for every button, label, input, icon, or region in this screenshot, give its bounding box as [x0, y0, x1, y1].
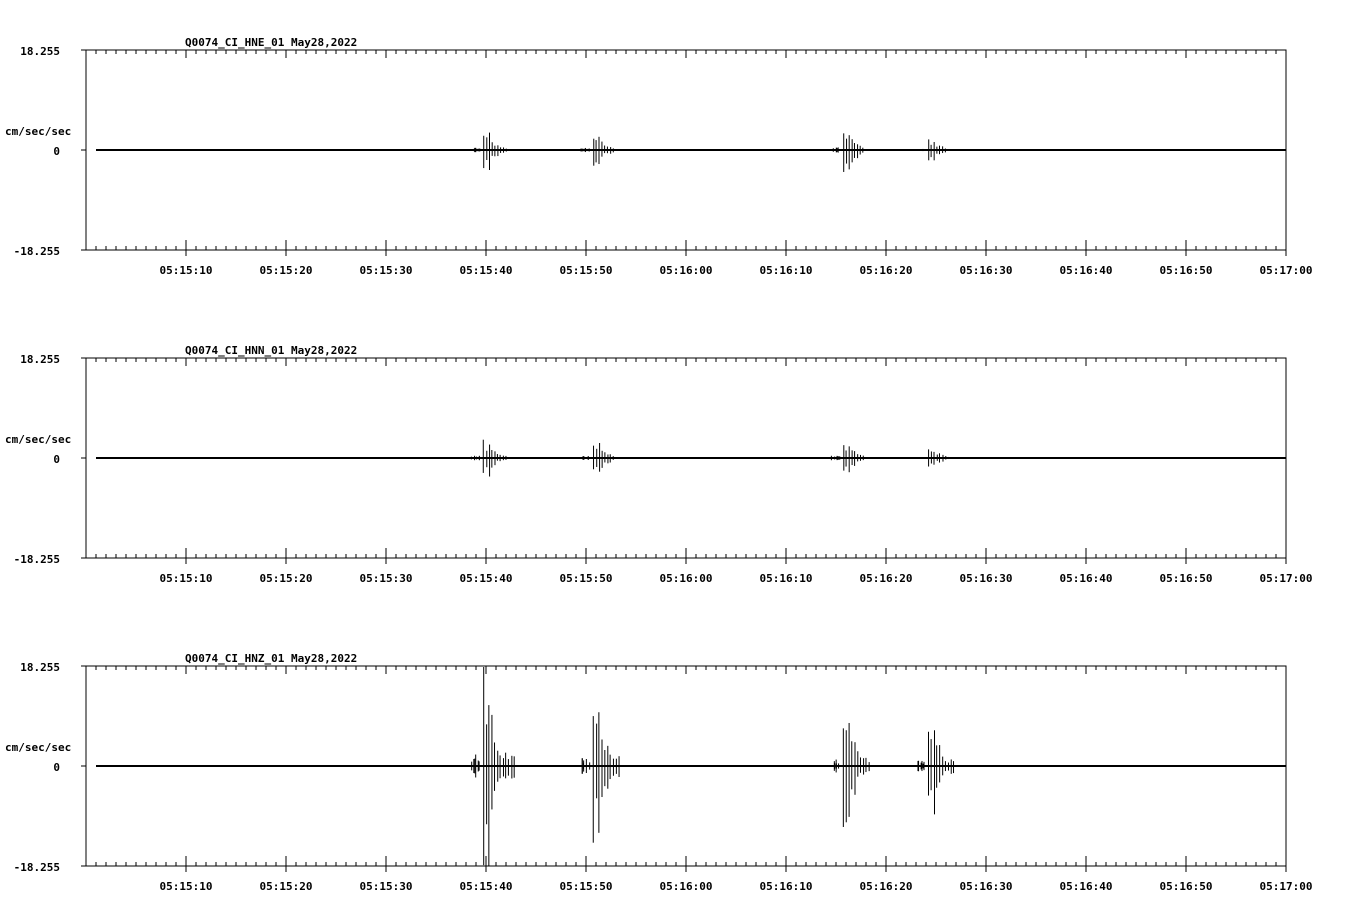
x-tick-label: 05:16:40 — [1059, 880, 1113, 893]
y-tick-label: -18.255 — [13, 861, 60, 874]
y-tick-label: -18.255 — [13, 553, 60, 566]
x-tick-label: 05:15:20 — [259, 264, 313, 277]
x-tick-label: 05:15:40 — [459, 572, 513, 585]
y-axis-label: cm/sec/sec — [5, 125, 72, 138]
x-tick-label: 05:16:00 — [659, 880, 713, 893]
x-tick-label: 05:15:50 — [559, 880, 613, 893]
x-tick-label: 05:15:50 — [559, 572, 613, 585]
x-tick-label: 05:17:00 — [1259, 572, 1313, 585]
y-axis-label: cm/sec/sec — [5, 433, 72, 446]
y-tick-label: 18.255 — [20, 661, 60, 674]
chart-title: Q0074_CI_HNZ_01 May28,2022 — [185, 652, 358, 665]
x-tick-label: 05:15:10 — [159, 264, 213, 277]
x-tick-label: 05:16:50 — [1159, 572, 1213, 585]
y-axis-label: cm/sec/sec — [5, 741, 72, 754]
x-tick-label: 05:15:50 — [559, 264, 613, 277]
x-tick-label: 05:16:30 — [959, 264, 1013, 277]
x-tick-label: 05:15:20 — [259, 880, 313, 893]
x-tick-label: 05:15:30 — [359, 572, 413, 585]
y-tick-label: 18.255 — [20, 353, 60, 366]
x-tick-label: 05:15:30 — [359, 264, 413, 277]
x-tick-label: 05:15:10 — [159, 572, 213, 585]
x-tick-label: 05:16:50 — [1159, 880, 1213, 893]
y-tick-label: -18.255 — [13, 245, 60, 258]
chart-title: Q0074_CI_HNE_01 May28,2022 — [185, 36, 358, 49]
y-tick-label: 0 — [53, 145, 60, 158]
chart-title: Q0074_CI_HNN_01 May28,2022 — [185, 344, 358, 357]
y-tick-label: 0 — [53, 761, 60, 774]
x-tick-label: 05:16:30 — [959, 572, 1013, 585]
x-tick-label: 05:16:40 — [1059, 264, 1113, 277]
x-tick-label: 05:16:20 — [859, 572, 913, 585]
x-tick-label: 05:15:20 — [259, 572, 313, 585]
x-tick-label: 05:15:10 — [159, 880, 213, 893]
y-tick-label: 0 — [53, 453, 60, 466]
x-tick-label: 05:15:30 — [359, 880, 413, 893]
x-tick-label: 05:16:20 — [859, 264, 913, 277]
y-tick-label: 18.255 — [20, 45, 60, 58]
x-tick-label: 05:16:10 — [759, 264, 813, 277]
x-tick-label: 05:16:20 — [859, 880, 913, 893]
x-tick-label: 05:16:10 — [759, 880, 813, 893]
x-tick-label: 05:16:40 — [1059, 572, 1113, 585]
x-tick-label: 05:16:50 — [1159, 264, 1213, 277]
x-tick-label: 05:16:00 — [659, 572, 713, 585]
x-tick-label: 05:16:10 — [759, 572, 813, 585]
x-tick-label: 05:17:00 — [1259, 880, 1313, 893]
x-tick-label: 05:16:00 — [659, 264, 713, 277]
x-tick-label: 05:15:40 — [459, 880, 513, 893]
x-tick-label: 05:15:40 — [459, 264, 513, 277]
x-tick-label: 05:17:00 — [1259, 264, 1313, 277]
x-tick-label: 05:16:30 — [959, 880, 1013, 893]
